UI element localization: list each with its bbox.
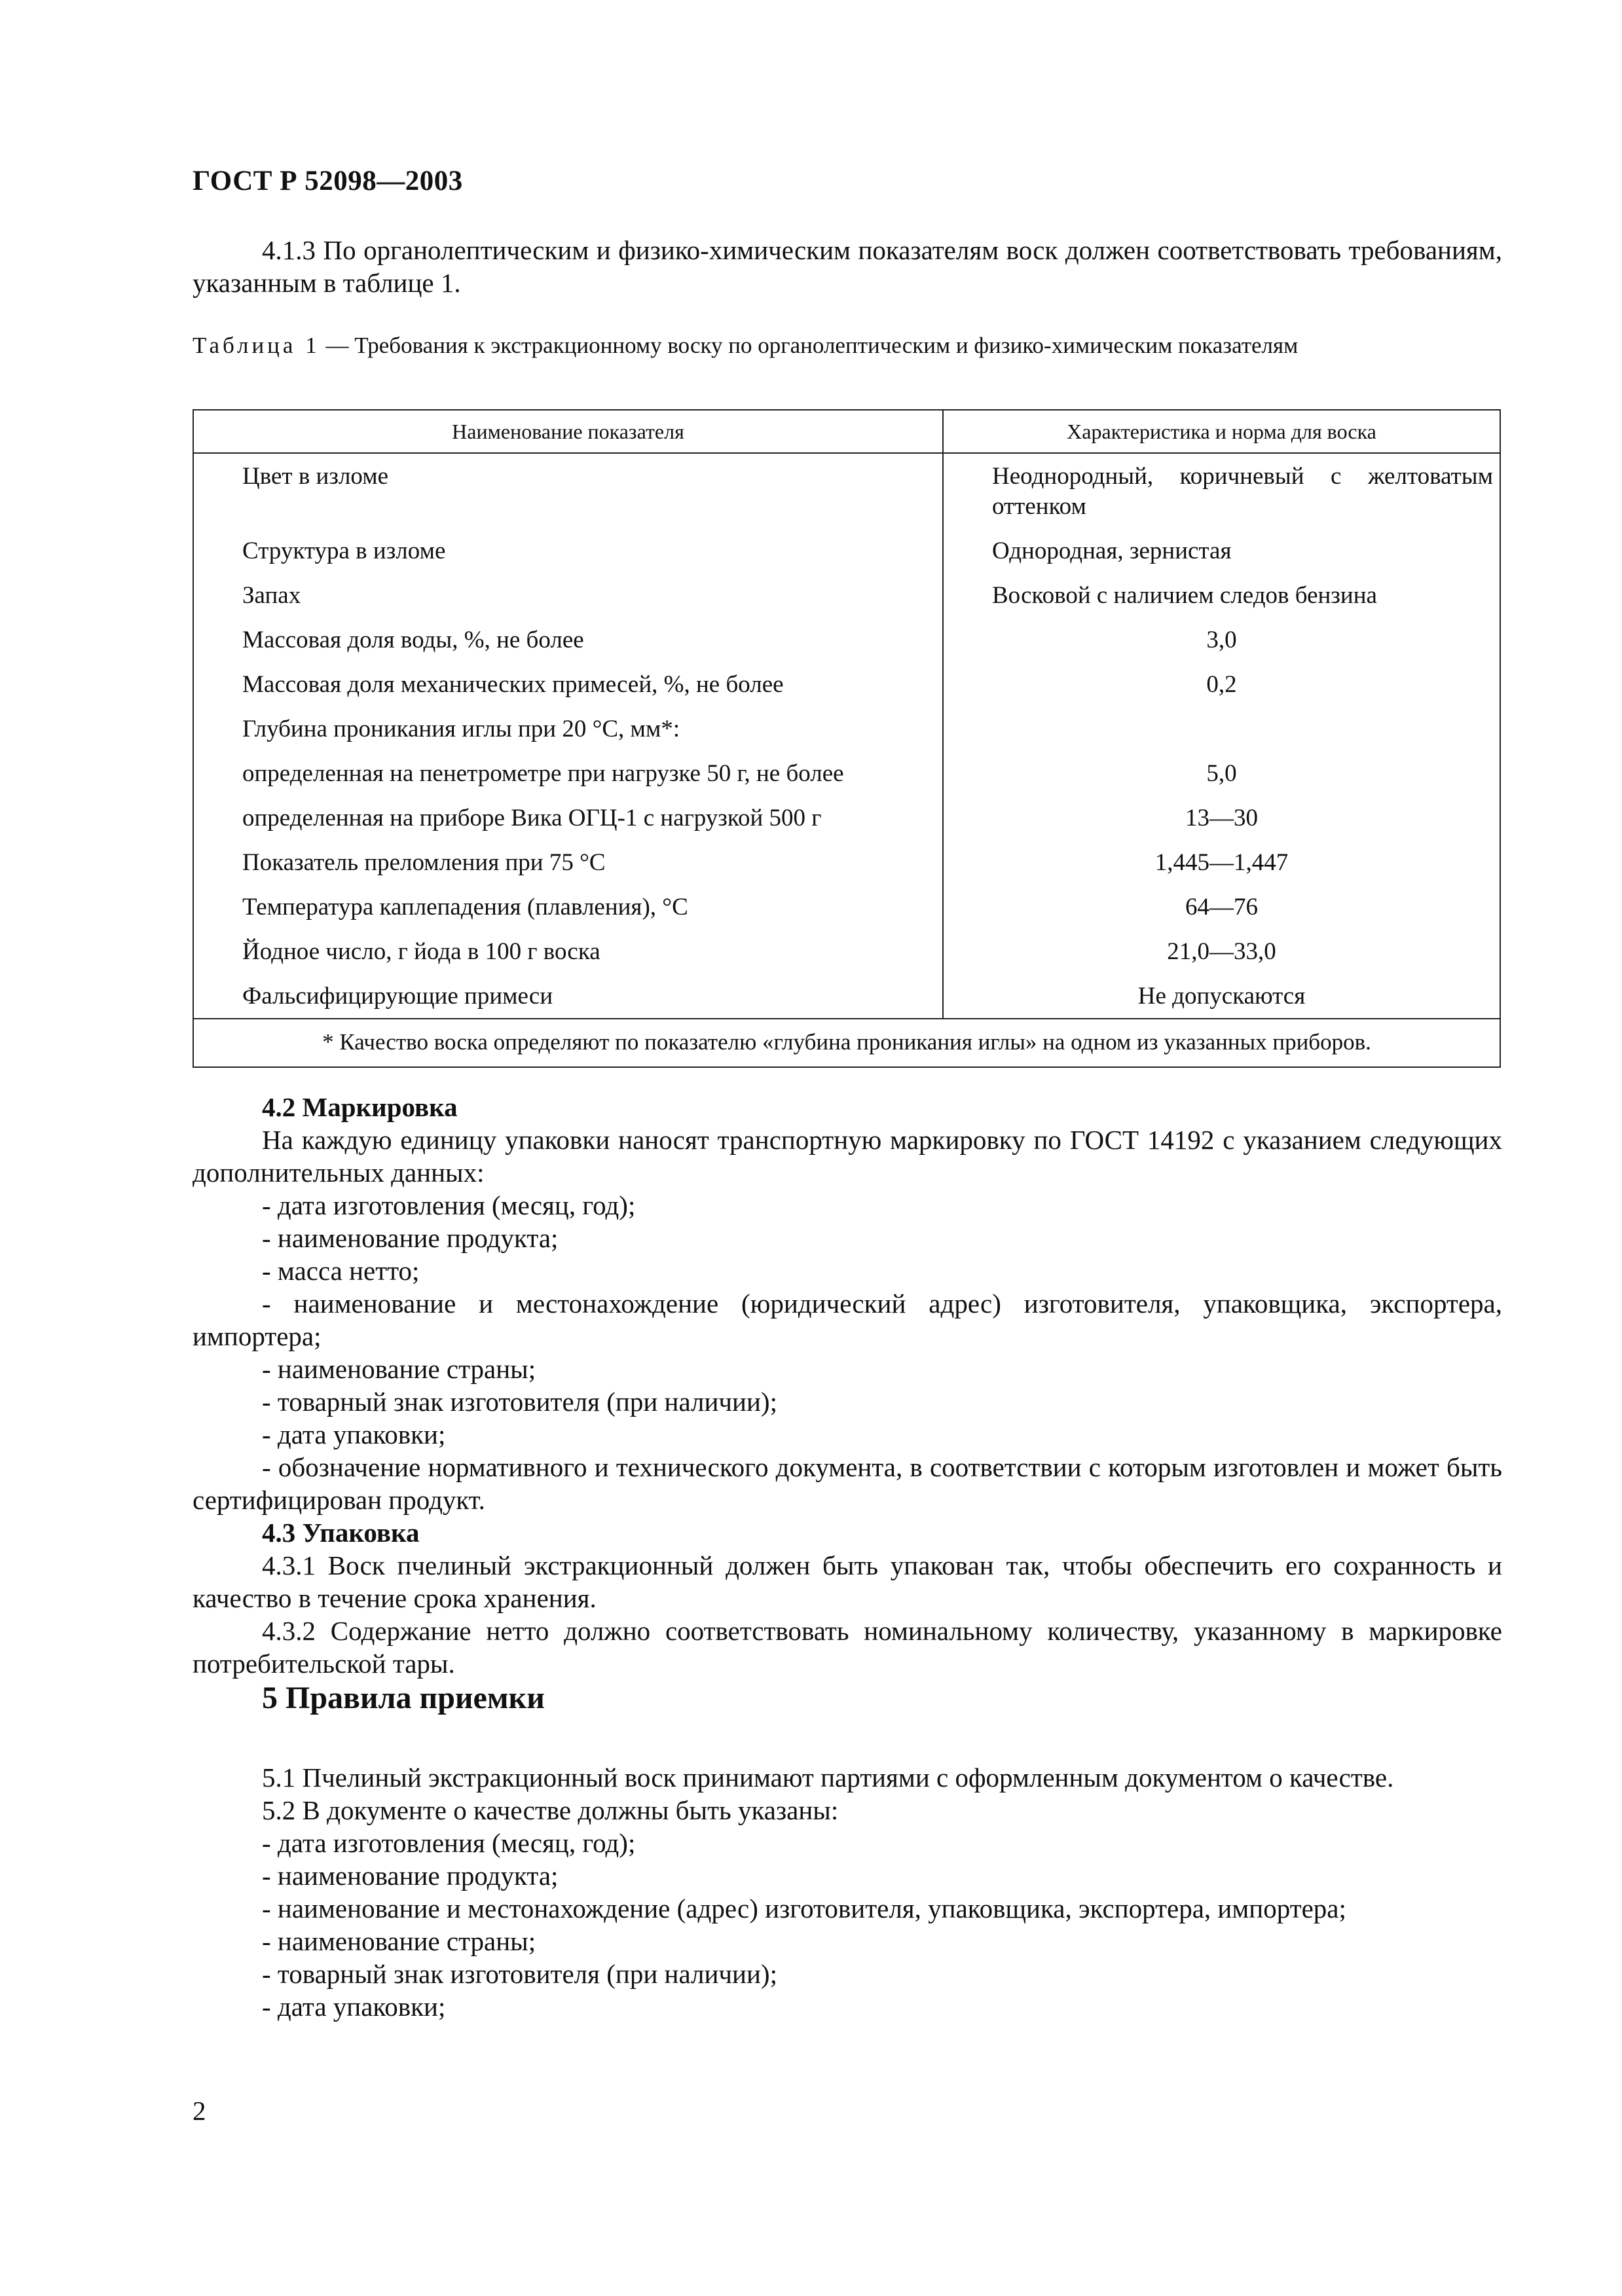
list-item: - наименование и местонахождение (юридический адрес) изготовителя, упаковщика, экспортера, импортера; [193, 1288, 1502, 1351]
section-5 [193, 1761, 1502, 2023]
table-cell-name: Массовая доля воды, %, не более [193, 617, 943, 662]
table-cell-value: Не допускаются [943, 974, 1500, 1019]
table-cell-value: 13—30 [943, 795, 1500, 840]
table-row [193, 974, 1500, 1019]
table-row [193, 573, 1500, 617]
table-cell-name: Глубина проникания иглы при 20 °С, мм*: [193, 706, 943, 751]
section-4-2-heading: 4.2 Маркировка [262, 1092, 458, 1122]
table-row [193, 795, 1500, 840]
table-header-row [193, 410, 1500, 453]
clause-4-3-2: 4.3.2 Содержание нетто должно соответствовать номинальному количеству, указанному в маркировке потребительской тары. [193, 1616, 1502, 1679]
list-item: - товарный знак изготовителя (при наличии); [262, 1387, 777, 1417]
table-cell-name: Цвет в изломе [193, 453, 943, 528]
section-4-3-heading: 4.3 Упаковка [262, 1518, 420, 1548]
clause-5-2: 5.2 В документе о качестве должны быть указаны: [262, 1795, 839, 1825]
list-item: - товарный знак изготовителя (при наличии); [262, 1959, 777, 1989]
clause-4-1-3-text: 4.1.3 По органолептическим и физико-химическим показателям воск должен соответствовать требованиям, указанным в таблице 1. [193, 235, 1502, 298]
section-4-2-intro: На каждую единицу упаковки наносят транспортную маркировку по ГОСТ 14192 с указанием следующих дополнительных данных: [193, 1125, 1502, 1188]
table-row [193, 884, 1500, 929]
table-cell-name: Температура каплепадения (плавления), °С [193, 884, 943, 929]
table-row [193, 617, 1500, 662]
table-row [193, 751, 1500, 795]
table-cell-name: Йодное число, г йода в 100 г воска [193, 929, 943, 974]
table-cell-value: 3,0 [943, 617, 1500, 662]
list-item: - дата изготовления (месяц, год); [262, 1190, 636, 1220]
list-item: - наименование страны; [262, 1354, 536, 1384]
table-cell-name: Запах [193, 573, 943, 617]
table-cell-value [943, 706, 1500, 751]
table-cell-name: Фальсифицирующие примеси [193, 974, 943, 1019]
table-cell-value: 64—76 [943, 884, 1500, 929]
clause-5-1: 5.1 Пчелиный экстракционный воск принимают партиями с оформленным документом о качестве. [262, 1762, 1394, 1793]
clause-4-1-3 [193, 234, 1502, 299]
table-cell-name: определенная на пенетрометре при нагрузке 50 г, не более [193, 751, 943, 795]
list-item: - дата изготовления (месяц, год); [262, 1828, 636, 1858]
requirements-table [193, 409, 1501, 1068]
table-row [193, 453, 1500, 528]
list-item: - дата упаковки; [262, 1419, 446, 1449]
table-caption-text: — Требования к экстракционному воску по органолептическим и физико-химическим показателям [320, 333, 1299, 358]
page-number: 2 [193, 2096, 206, 2126]
table-caption-label: Таблица 1 [193, 333, 320, 358]
table-footnote-row [193, 1019, 1500, 1067]
table-cell-value: 21,0—33,0 [943, 929, 1500, 974]
list-item: - наименование продукта; [262, 1861, 559, 1891]
list-item: - масса нетто; [262, 1256, 420, 1286]
table-header-indicator: Наименование показателя [193, 410, 943, 453]
table-header-norm: Характеристика и норма для воска [943, 410, 1500, 453]
table-footnote: * Качество воска определяют по показателю «глубина проникания иглы» на одном из указанных приборов. [193, 1019, 1500, 1067]
table-cell-value: Восковой с наличием следов бензина [943, 573, 1500, 617]
list-item: - наименование продукта; [262, 1223, 559, 1253]
list-item: - наименование и местонахождение (адрес) изготовителя, упаковщика, экспортера, импортера; [262, 1893, 1346, 1923]
table-cell-value: 5,0 [943, 751, 1500, 795]
section-5-heading: 5 Правила приемки [262, 1681, 545, 1715]
table-cell-name: Показатель преломления при 75 °С [193, 840, 943, 884]
table-cell-value: 1,445—1,447 [943, 840, 1500, 884]
table-row [193, 706, 1500, 751]
table-cell-value: Неоднородный, коричневый с желтоватым оттенком [943, 453, 1500, 528]
table-row [193, 840, 1500, 884]
table-cell-name: Массовая доля механических примесей, %, не более [193, 662, 943, 706]
table-cell-value: 0,2 [943, 662, 1500, 706]
table-caption [193, 331, 1476, 360]
list-item: - дата упаковки; [262, 1992, 446, 2022]
list-item: - наименование страны; [262, 1926, 536, 1956]
table-cell-name: определенная на приборе Вика ОГЦ-1 с нагрузкой 500 г [193, 795, 943, 840]
table-cell-value: Однородная, зернистая [943, 528, 1500, 573]
table-cell-name: Структура в изломе [193, 528, 943, 573]
list-item: - обозначение нормативного и технического документа, в соответствии с которым изготовлен и может быть сертифицирован продукт. [193, 1452, 1502, 1515]
table-row [193, 662, 1500, 706]
section-4-2 [193, 1091, 1502, 1680]
table-row [193, 929, 1500, 974]
document-header: ГОСТ Р 52098—2003 [193, 166, 463, 196]
clause-4-3-1: 4.3.1 Воск пчелиный экстракционный должен быть упакован так, чтобы обеспечить его сохранность и качество в течение срока хранения. [193, 1550, 1502, 1613]
table-row [193, 528, 1500, 573]
